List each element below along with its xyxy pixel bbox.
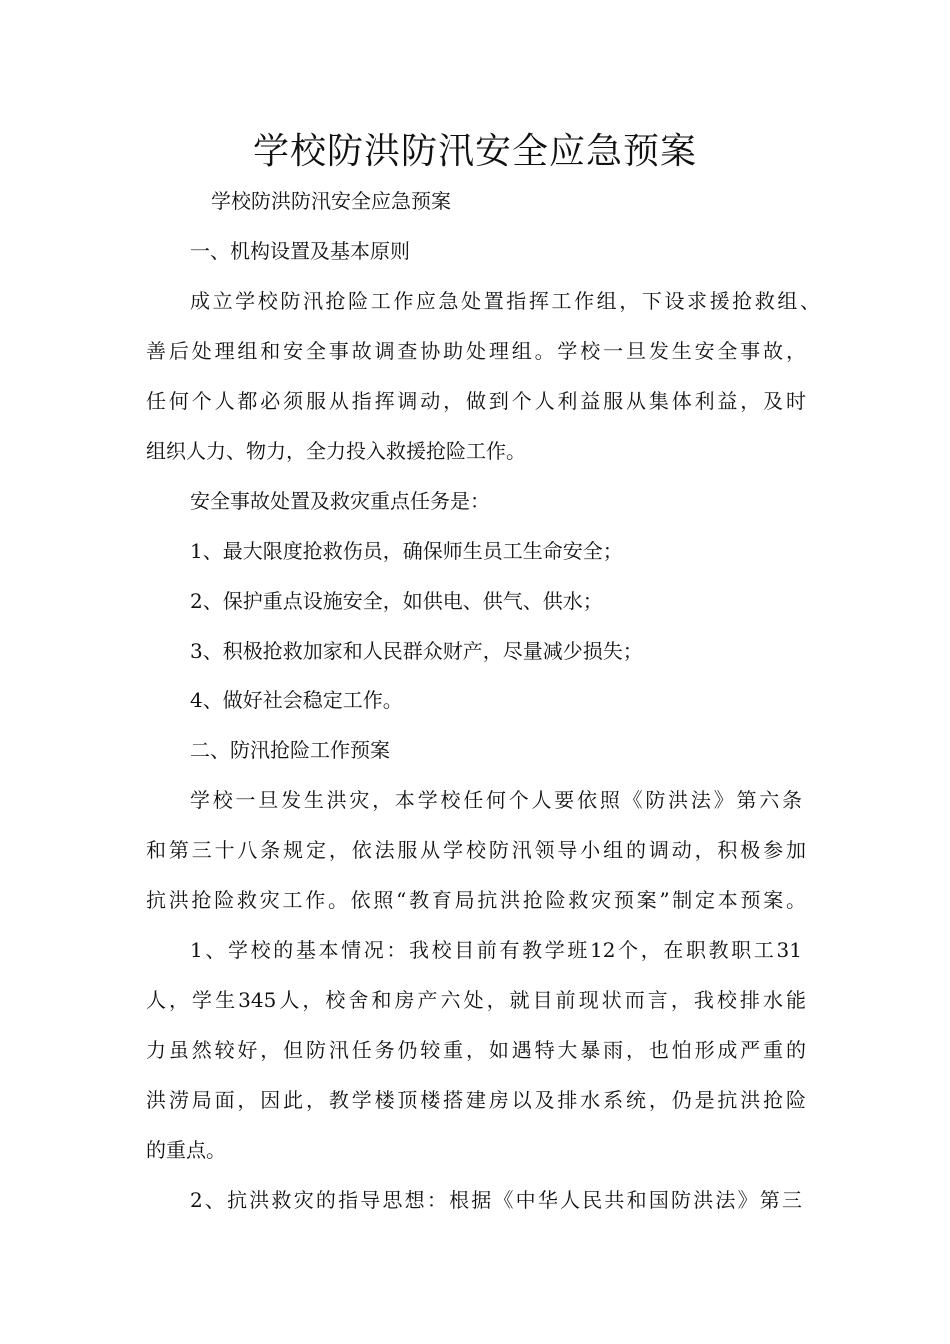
paragraph-line: 善后处理组和安全事故调查协助处理组。学校一旦发生安全事故， (146, 339, 806, 363)
paragraph-line: 成立学校防汛抢险工作应急处置指挥工作组，下设求援抢救组、 (190, 289, 820, 313)
subtitle-line: 学校防洪防汛安全应急预案 (211, 189, 451, 213)
list-item: 2、保护重点设施安全，如供电、供气、供水； (190, 589, 603, 613)
paragraph-line: 组织人力、物力，全力投入救援抢险工作。 (146, 439, 526, 463)
paragraph-line: 学校一旦发生洪灾，本学校任何个人要依照《防洪法》第六条 (190, 788, 802, 812)
document-title: 学校防洪防汛安全应急预案 (252, 131, 697, 172)
paragraph-line: 的重点。 (146, 1138, 226, 1162)
paragraph-line: 力虽然较好，但防汛任务仍较重，如遇特大暴雨，也怕形成严重的 (146, 1038, 806, 1062)
list-item: 4、做好社会稳定工作。 (190, 688, 403, 712)
paragraph-line: 2、抗洪救灾的指导思想：根据《中华人民共和国防洪法》第三 (190, 1188, 802, 1212)
paragraph-line: 洪涝局面，因此，教学楼顶楼搭建房以及排水系统，仍是抗洪抢险 (146, 1088, 806, 1112)
paragraph-line: 和第三十八条规定，依法服从学校防汛领导小组的调动，积极参加 (146, 838, 806, 862)
section-heading-2: 二、防汛抢险工作预案 (190, 738, 390, 762)
section-heading-1: 一、机构设置及基本原则 (190, 239, 410, 263)
paragraph-line: 安全事故处置及救灾重点任务是： (190, 489, 490, 513)
paragraph-line: 人，学生345人，校舍和房产六处，就目前现状而言，我校排水能 (146, 988, 806, 1012)
paragraph-line: 1、学校的基本情况：我校目前有教学班12个，在职教职工31 (190, 938, 802, 962)
paragraph-line: 任何个人都必须服从指挥调动，做到个人利益服从集体利益，及时 (146, 389, 806, 413)
list-item: 1、最大限度抢救伤员，确保师生员工生命安全； (190, 539, 623, 563)
list-item: 3、积极抢救加家和人民群众财产，尽量减少损失； (190, 639, 643, 663)
paragraph-line: 抗洪抢险救灾工作。依照“教育局抗洪抢险救灾预案”制定本预案。 (146, 888, 806, 912)
